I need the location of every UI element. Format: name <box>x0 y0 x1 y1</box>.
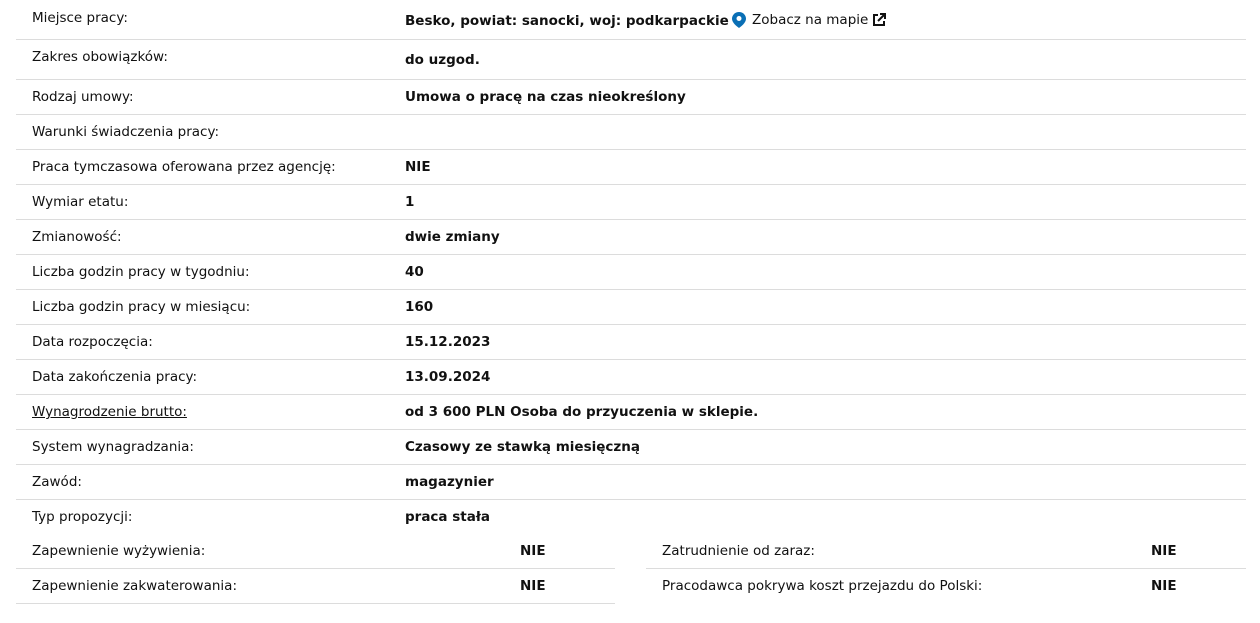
job-details-table <box>16 0 1246 605</box>
row-end-date <box>16 360 1246 395</box>
row-working-time <box>16 185 1246 220</box>
row-occupation <box>16 465 1246 500</box>
row-hours-week <box>16 255 1246 290</box>
row-value: NIE <box>1151 578 1177 594</box>
row-label: Typ propozycji: <box>32 509 133 525</box>
row-label: Rodzaj umowy: <box>32 89 134 105</box>
map-link[interactable] <box>732 12 886 28</box>
row-value: Czasowy ze stawką miesięczną <box>405 439 640 455</box>
row-hours-month <box>16 290 1246 325</box>
row-label: Pracodawca pokrywa koszt przejazdu do Polski: <box>662 578 983 594</box>
row-temporary-agency <box>16 150 1246 185</box>
row-label: Data zakończenia pracy: <box>32 369 198 385</box>
row-salary <box>16 395 1246 430</box>
row-value: 1 <box>405 194 415 210</box>
row-value: Besko, powiat: sanocki, woj: podkarpackie <box>405 13 729 29</box>
row-accommodation <box>16 569 615 604</box>
external-link-icon <box>872 13 886 27</box>
row-label: Zapewnienie wyżywienia: <box>32 543 206 559</box>
map-pin-icon <box>732 12 746 28</box>
row-label: Zmianowość: <box>32 229 122 245</box>
row-offer-type <box>16 500 1246 535</box>
row-value: magazynier <box>405 474 494 490</box>
row-shifts <box>16 220 1246 255</box>
row-meals <box>16 535 615 569</box>
row-label: Zatrudnienie od zaraz: <box>662 543 815 559</box>
row-value: 13.09.2024 <box>405 369 491 385</box>
row-value: 15.12.2023 <box>405 334 491 350</box>
row-label: Liczba godzin pracy w miesiącu: <box>32 299 251 315</box>
row-pay-system <box>16 430 1246 465</box>
row-label: Zawód: <box>32 474 82 490</box>
row-label: Warunki świadczenia pracy: <box>32 124 220 140</box>
row-label: System wynagradzania: <box>32 439 194 455</box>
row-label: Praca tymczasowa oferowana przez agencję: <box>32 159 336 175</box>
salary-label-link[interactable]: Wynagrodzenie brutto: <box>32 404 187 420</box>
row-contract-type <box>16 80 1246 115</box>
row-value: NIE <box>520 543 546 559</box>
row-value: 40 <box>405 264 424 280</box>
row-label: Zakres obowiązków: <box>32 49 168 65</box>
row-value: dwie zmiany <box>405 229 500 245</box>
row-travel-cost <box>646 569 1246 603</box>
row-immediate-employment <box>646 535 1246 569</box>
row-duties <box>16 40 1246 80</box>
row-label: Liczba godzin pracy w tygodniu: <box>32 264 250 280</box>
map-link-label: Zobacz na mapie <box>752 12 869 28</box>
row-value: 160 <box>405 299 434 315</box>
row-value: praca stała <box>405 509 490 525</box>
row-value: Umowa o pracę na czas nieokreślony <box>405 89 686 105</box>
row-value: do uzgod. <box>405 52 480 68</box>
row-value: NIE <box>1151 543 1177 559</box>
bottom-split-section <box>16 535 1246 605</box>
row-label: Zapewnienie zakwaterowania: <box>32 578 237 594</box>
row-value: od 3 600 PLN Osoba do przyuczenia w sklepie. <box>405 404 759 420</box>
row-label: Data rozpoczęcia: <box>32 334 153 350</box>
row-start-date <box>16 325 1246 360</box>
row-label: Wymiar etatu: <box>32 194 129 210</box>
row-value: NIE <box>405 159 431 175</box>
row-value: NIE <box>520 578 546 594</box>
row-label: Miejsce pracy: <box>32 10 128 26</box>
row-work-location <box>16 0 1246 40</box>
row-work-conditions <box>16 115 1246 150</box>
